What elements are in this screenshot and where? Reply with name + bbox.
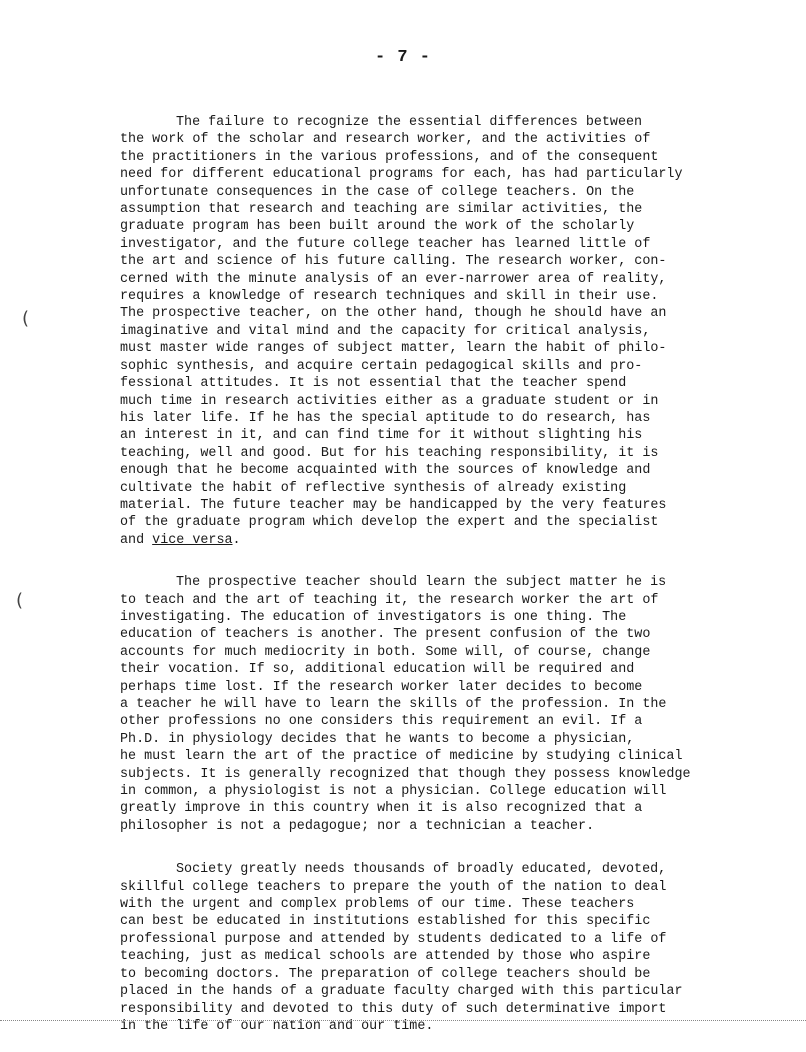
paragraph-1 [120, 114, 720, 549]
page-number: - 7 - [374, 48, 431, 67]
paragraph-3 [120, 861, 720, 1035]
paragraph-1-text: The failure to recognize the essential differences between the work of the scholar and research worker, and the activities of the practitioners in the various professions, and of the consequent need for different educational programs for each, has had particularly unfortunate consequences in the case of college teachers. On the assumption that research and teaching are similar activities, the graduate program has been built around the work of the scholarly investigator, and the future college teacher has learned little of the art and science of his future calling. The research worker, con- cerned with the minute analysis of an ever-narrower area of reality, requires a knowledge of research techniques and skill in their use. The prospective teacher, on the other hand, though he should have an imaginative and vital mind and the capacity for critical analysis, must master wide ranges of subject matter, learn the habit of philo- sophic synthesis, and acquire certain pedagogical skills and pro- fessional attitudes. It is not essential that the teacher spend much time in research activities either as a graduate student or in his later life. If he has the special aptitude to do research, has an interest in it, and can find time for it without slighting his teaching, well and good. But for his teaching responsibility, it is enough that he become acquainted with the sources of knowledge and cultivate the habit of reflective synthesis of already existing material. The future teacher may be handicapped by the very features of the graduate program which develop the expert and the specialist and [120, 115, 683, 548]
paragraph-2-text: The prospective teacher should learn the subject matter he is to teach and the art of teaching it, the research worker the art of investigating. The education of investigators is one thing. The education of teachers is another. The present confusion of the two accounts for much mediocrity in both. Some will, of course, change their vocation. If so, additional education will be required and perhaps time lost. If the research worker later decides to become a teacher he will have to learn the skills of the profession. In the other professions no one considers this requirement an evil. If a Ph.D. in physiology decides that he wants to become a physician, he must learn the art of the practice of medicine by studying clinical subjects. It is generally recognized that though they possess knowledge in common, a physiologist is not a physician. College education will greatly improve in this country when it is also recognized that a philosopher is not a pedagogue; nor a technician a teacher. [120, 575, 691, 834]
paragraph-3-text: Society greatly needs thousands of broadly educated, devoted, skillful college teachers to prepare the youth of the nation to deal with the urgent and complex problems of our time. These teachers can best be educated in institutions established for this specific professional purpose and attended by students dedicated to a life of teaching, just as medical schools are attended by those who aspire to becoming doctors. The preparation of college teachers should be placed in the hands of a graduate faculty charged with this particular responsibility and devoted to this duty of such determinative import in the life of our nation and our time. [120, 862, 683, 1034]
margin-parenthesis-mark: ( [16, 590, 24, 611]
paragraph-1-emphasis: vice versa [152, 532, 233, 548]
page-bottom-rule [0, 1020, 806, 1021]
paragraph-1-end: . [232, 532, 241, 548]
body-text [120, 114, 720, 1035]
margin-parenthesis-mark: ( [22, 308, 30, 329]
paragraph-2 [120, 574, 720, 835]
